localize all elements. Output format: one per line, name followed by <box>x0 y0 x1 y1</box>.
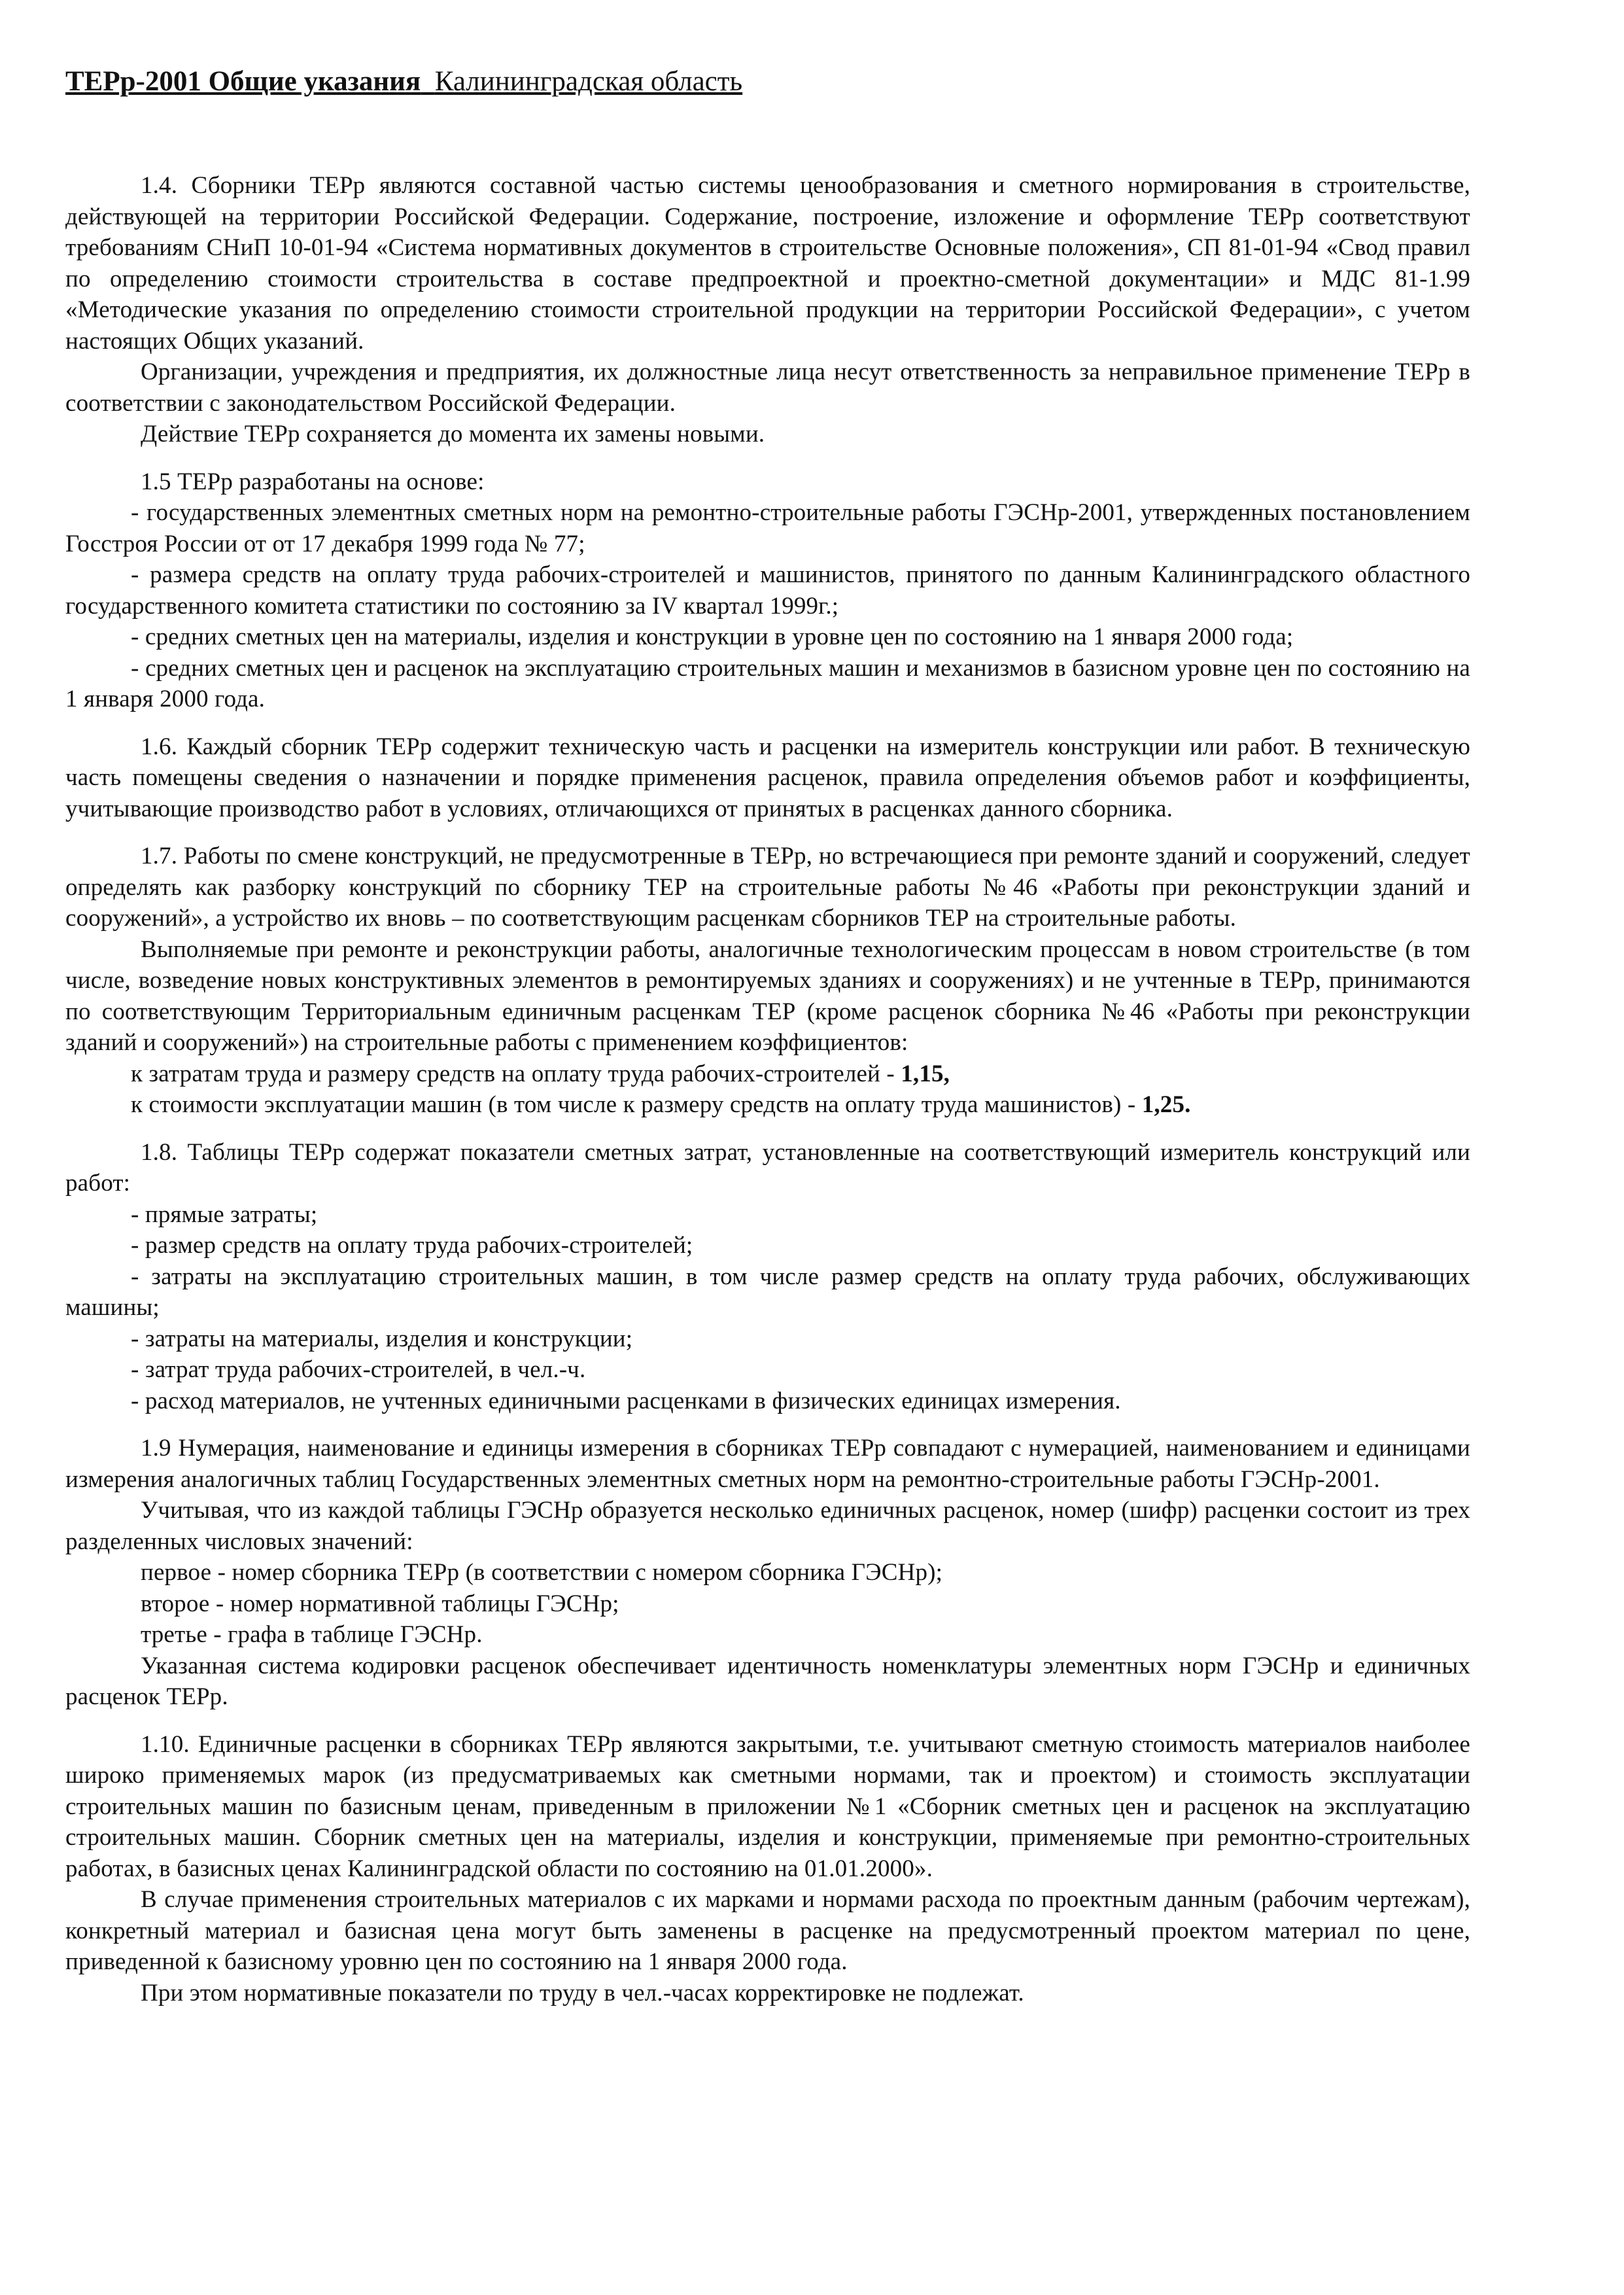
section-1-9 <box>65 1433 1470 1713</box>
section-1-10 <box>65 1729 1470 2009</box>
list-item: - средних сметных цен на материалы, изделия и конструкции в уровне цен по состоянию на 1 января 2000 года; <box>131 623 1294 650</box>
section-1-6 <box>65 731 1470 825</box>
list-item: - затраты на эксплуатацию строительных машин, в том числе размер средств на оплату труда рабочих, обслуживающих машины; <box>65 1263 1470 1321</box>
section-1-10-labor-note: При этом нормативные показатели по труду в чел.-часах корректировке не подлежат. <box>141 1979 1024 2006</box>
coefficient-labor <box>65 1059 1470 1090</box>
section-1-7-coefficients-intro: Выполняемые при ремонте и реконструкции работы, аналогичные технологическим процессам в новом строительстве (в том числе, возведение новых конструктивных элементов в ремонтируемых зданиях и сооружениях) и не учтенные в ТЕРр, принимаются по соответствующим Территориальным единичным расценкам ТЕР (кроме расценок сборника №46 «Работы при реконструкции зданий и сооружений») на строительные работы с применением коэффициентов: <box>65 936 1470 1056</box>
list-item: - государственных элементных сметных норм на ремонтно-строительные работы ГЭСНр-2001, утвержденных постановлением Госстроя России от от 17 декабря 1999 года № 77; <box>65 499 1470 557</box>
list-item: - затрат труда рабочих-строителей, в чел.-ч. <box>131 1356 586 1383</box>
list-item: - прямые затраты; <box>131 1200 318 1228</box>
coefficient-labor-text: к затратам труда и размеру средств на оплату труда рабочих-строителей - <box>131 1060 895 1087</box>
coefficient-machines-value: 1,25. <box>1141 1091 1191 1118</box>
section-1-8 <box>65 1137 1470 1417</box>
list-item: - затраты на материалы, изделия и конструкции; <box>131 1325 633 1352</box>
section-1-5-intro: 1.5 ТЕРр разработаны на основе: <box>141 468 485 495</box>
section-1-4 <box>65 170 1470 450</box>
section-1-7 <box>65 841 1470 1121</box>
list-item: - средних сметных цен и расценок на эксплуатацию строительных машин и механизмов в базисном уровне цен по состоянию на 1 января 2000 года. <box>65 654 1470 712</box>
section-1-9-coding-note: Указанная система кодировки расценок обеспечивает идентичность номенклатуры элементных норм ГЭСНр и единичных расценок ТЕРр. <box>65 1652 1470 1710</box>
coefficient-labor-value: 1,15, <box>901 1060 950 1087</box>
list-item: третье - графа в таблице ГЭСНр. <box>141 1621 483 1648</box>
section-1-4-responsibility: Организации, учреждения и предприятия, их должностные лица несут ответственность за неправильное применение ТЕРр в соответствии с законодательством Российской Федерации. <box>65 359 1470 417</box>
section-1-9-code-intro: Учитывая, что из каждой таблицы ГЭСНр образуется несколько единичных расценок, номер (шифр) расценки состоит из трех разделенных числовых значений: <box>65 1497 1470 1555</box>
coefficient-machines <box>65 1089 1470 1121</box>
section-1-4-validity: Действие ТЕРр сохраняется до момента их замены новыми. <box>141 421 765 447</box>
document-page <box>65 65 1470 2008</box>
header-title: ТЕРр-2001 Общие указания <box>65 66 421 97</box>
coefficient-machines-text: к стоимости эксплуатации машин (в том числе к размеру средств на оплату труда машинистов) - <box>131 1091 1136 1118</box>
section-1-4-paragraph: 1.4. Сборники ТЕРр являются составной частью системы ценообразования и сметного нормирования в строительстве, действующей на территории Российской Федерации. Содержание, построение, изложение и оформление ТЕРр соответствуют требованиям СНиП 10-01-94 «Система нормативных документов в строительстве Основные положения», СП 81-01-94 «Свод правил по определению стоимости строительства в составе предпроектной и проектно-сметной документации» и МДС 81-1.99 «Методические указания по определению стоимости строительной продукции на территории Российской Федерации», с учетом настоящих Общих указаний. <box>65 172 1470 355</box>
list-item: второе - номер нормативной таблицы ГЭСНр; <box>141 1590 619 1617</box>
section-1-8-intro: 1.8. Таблицы ТЕРр содержат показатели сметных затрат, установленные на соответствующий измеритель конструкций или работ: <box>65 1138 1470 1197</box>
list-item: - размера средств на оплату труда рабочих-строителей и машинистов, принятого по данным Калининградского областного государственного комитета статистики по состоянию за IV квартал 1999г.; <box>65 561 1470 620</box>
page-header <box>65 65 1470 98</box>
header-region: Калининградская область <box>434 66 743 97</box>
section-1-5 <box>65 466 1470 715</box>
list-item: первое - номер сборника ТЕРр (в соответствии с номером сборника ГЭСНр); <box>141 1559 943 1586</box>
list-item: - размер средств на оплату труда рабочих-строителей; <box>131 1232 693 1259</box>
section-1-9-paragraph: 1.9 Нумерация, наименование и единицы измерения в сборниках ТЕРр совпадают с нумерацией, наименованием и единицами измерения аналогичных таблиц Государственных элементных сметных норм на ремонтно-строительные работы ГЭСНр-2001. <box>65 1435 1470 1493</box>
section-1-6-paragraph: 1.6. Каждый сборник ТЕРр содержит техническую часть и расценки на измеритель конструкции или работ. В техническую часть помещены сведения о назначении и порядке применения расценок, правила определения объемов работ и коэффициенты, учитывающие производство работ в условиях, отличающихся от принятых в расценках данного сборника. <box>65 733 1470 822</box>
section-1-10-paragraph: 1.10. Единичные расценки в сборниках ТЕРр являются закрытыми, т.е. учитывают сметную стоимость материалов наиболее широко применяемых марок (из предусматриваемых как сметными нормами, так и проектом) и стоимость эксплуатации строительных машин по базисным ценам, приведенным в приложении №1 «Сборник сметных цен и расценок на эксплуатацию строительных машин. Сборник сметных цен на материалы, изделия и конструкции, применяемые при ремонтно-строительных работах, в базисных ценах Калининградской области по состоянию на 01.01.2000». <box>65 1730 1470 1882</box>
section-1-10-materials: В случае применения строительных материалов с их марками и нормами расхода по проектным данным (рабочим чертежам), конкретный материал и базисная цена могут быть заменены в расценке на предусмотренный проектом материал по цене, приведенной к базисному уровню цен по состоянию на 1 января 2000 года. <box>65 1886 1470 1975</box>
section-1-7-paragraph: 1.7. Работы по смене конструкций, не предусмотренные в ТЕРр, но встречающиеся при ремонте зданий и сооружений, следует определять как разборку конструкций по сборнику ТЕР на строительные работы №46 «Работы при реконструкции зданий и сооружений», а устройство их вновь – по соответствующим расценкам сборников ТЕР на строительные работы. <box>65 843 1470 932</box>
list-item: - расход материалов, не учтенных единичными расценками в физических единицах измерения. <box>131 1387 1121 1414</box>
document-body <box>65 170 1470 2008</box>
